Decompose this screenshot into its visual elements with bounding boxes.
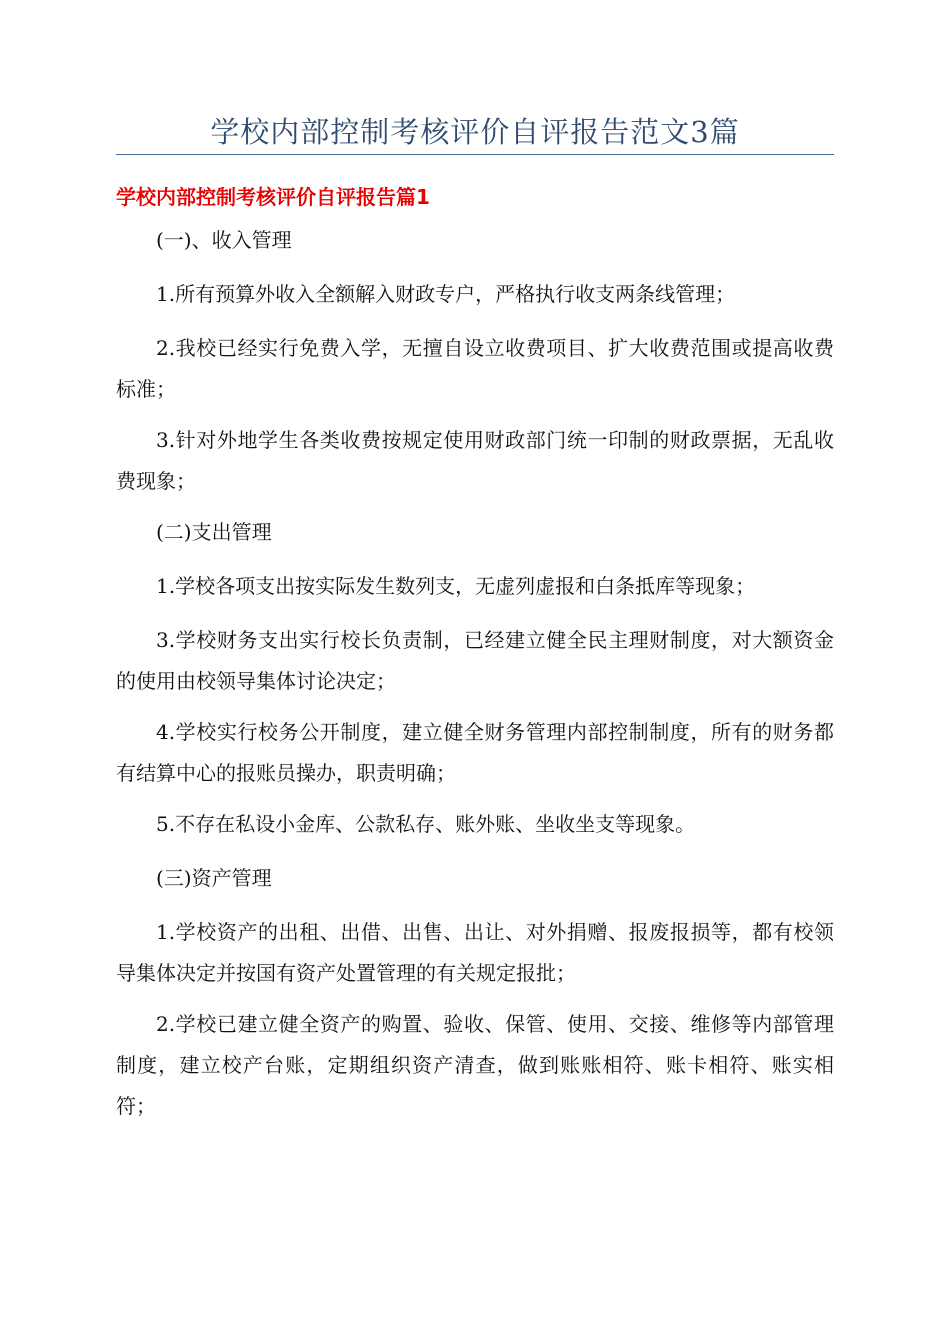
paragraph-expense-heading: (二)支出管理 (156, 520, 272, 544)
paragraph-asset-heading: (三)资产管理 (156, 866, 272, 890)
document-title: 学校内部控制考核评价自评报告范文3篇 (210, 115, 740, 149)
paragraph: 3.针对外地学生各类收费按规定使用财政部门统一印制的财政票据，无乱收费现象； (116, 428, 834, 493)
section-heading: 学校内部控制考核评价自评报告篇1 (116, 185, 430, 209)
paragraph: 5.不存在私设小金库、公款私存、账外账、坐收坐支等现象。 (156, 812, 696, 836)
paragraph: 1.所有预算外收入全额解入财政专户，严格执行收支两条线管理； (156, 282, 736, 306)
paragraph: 3.学校财务支出实行校长负责制，已经建立健全民主理财制度，对大额资金的使用由校领导集体讨论决定； (116, 628, 834, 693)
paragraph: 1.学校资产的出租、出借、出售、出让、对外捐赠、报废报损等，都有校领导集体决定并按国有资产处置管理的有关规定报批； (116, 920, 834, 985)
paragraph: 2.我校已经实行免费入学，无擅自设立收费项目、扩大收费范围或提高收费标准； (116, 336, 834, 401)
title-underline (116, 154, 834, 155)
paragraph: 1.学校各项支出按实际发生数列支，无虚列虚报和白条抵库等现象； (156, 574, 756, 598)
paragraph: 2.学校已建立健全资产的购置、验收、保管、使用、交接、维修等内部管理制度，建立校产台账，定期组织资产清查，做到账账相符、账卡相符、账实相符； (116, 1012, 834, 1118)
paragraph-income-heading: (一)、收入管理 (156, 228, 292, 252)
paragraph: 4.学校实行校务公开制度，建立健全财务管理内部控制制度，所有的财务都有结算中心的报账员操办，职责明确； (116, 720, 834, 785)
